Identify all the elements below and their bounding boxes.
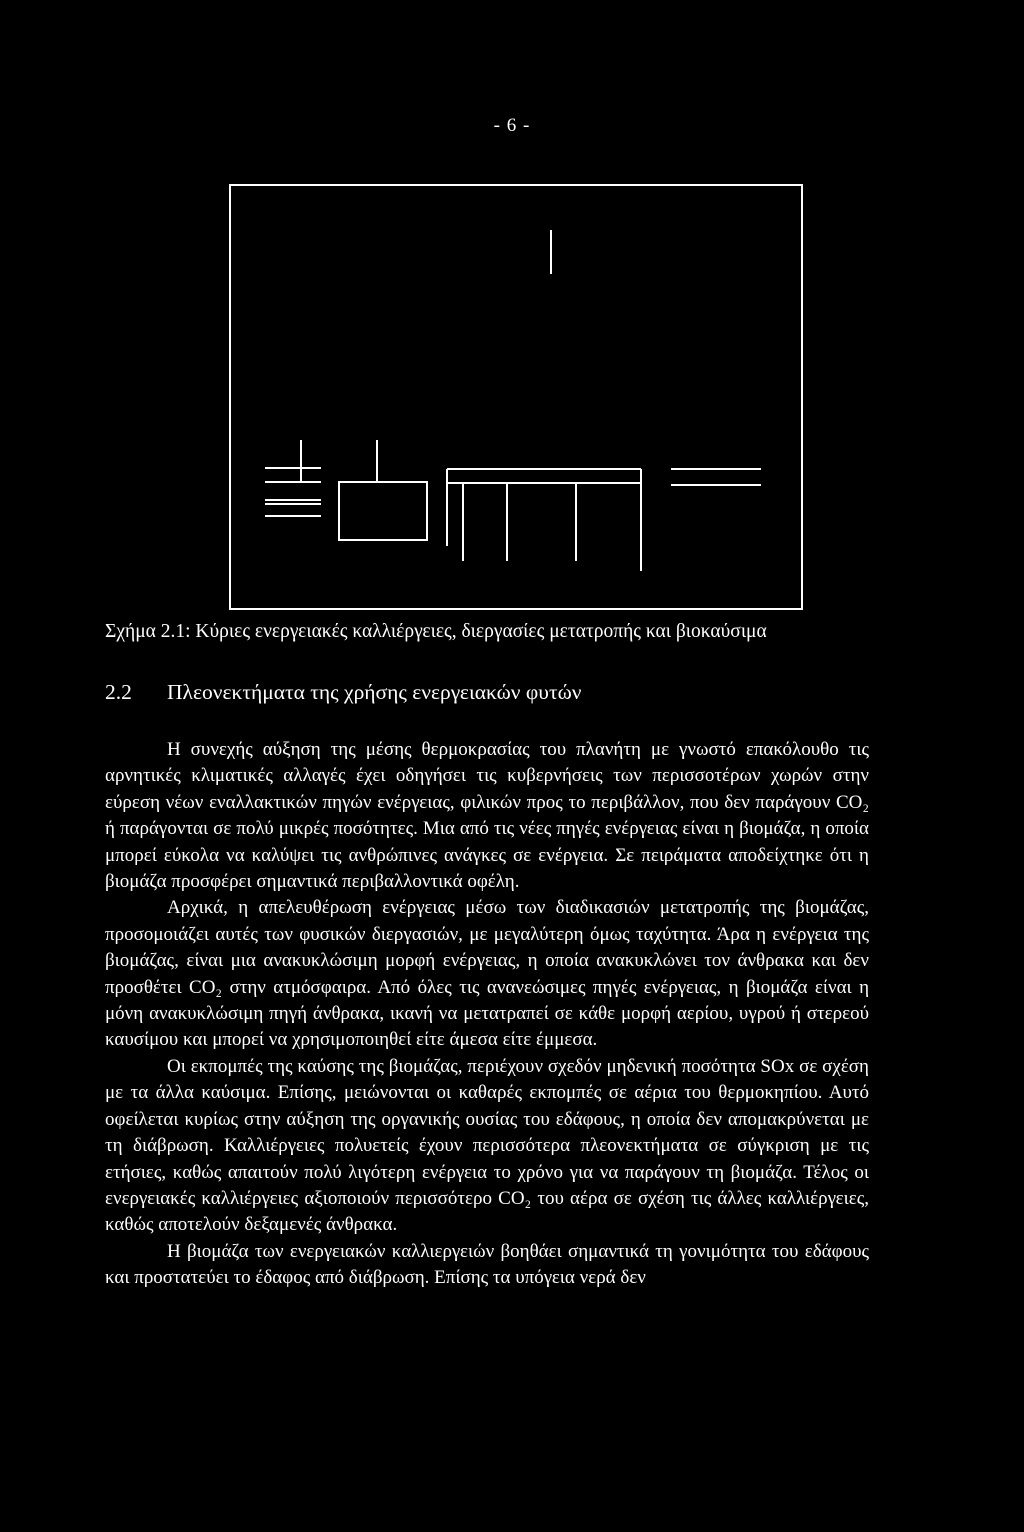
- section-heading: [105, 680, 581, 705]
- figure-frame: [229, 184, 803, 610]
- flowchart-diagram: [231, 186, 805, 612]
- page-number: - 6 -: [493, 115, 531, 136]
- caption-text: Κύριες ενεργειακές καλλιέργειες, διεργασίες μετατροπής και βιοκαύσιμα: [190, 621, 767, 642]
- paragraph-2: Αρχικά, η απελευθέρωση ενέργειας μέσω των διαδικασιών μετατροπής της βιομάζας, προσομοιάζει αυτές των φυσικών διεργασιών, με μεγαλύτερη όμως ταχύτητα. Άρα η ενέργεια της βιομάζας, είναι μια ανακυκλώσιμη μορφή ενέργειας, η οποία ανακυκλώνει τον άνθρακα και δεν προσθέτει CO₂ στην ατμόσφαιρα. Από όλες τις ανανεώσιμες πηγές ενέργειας, η βιομάζα είναι η μόνη ανακυκλώσιμη πηγή άνθρακα, ικανή να μετατραπεί σε κάθε μορφή αερίου, υγρού ή στερεού καυσίμου και μπορεί να χρησιμοποιηθεί είτε άμεσα είτε έμμεσα.: [105, 897, 869, 1051]
- diagram-box: [339, 482, 427, 540]
- section-number: 2.2: [105, 680, 132, 704]
- figure-caption: [105, 621, 925, 643]
- paragraph-4: Η βιομάζα των ενεργειακών καλλιεργειών βοηθάει σημαντικά τη γονιμότητα του εδάφους και προστατεύει το έδαφος από διάβρωση. Επίσης τα υπόγεια νερά δεν: [105, 1240, 869, 1289]
- paragraph-1: Η συνεχής αύξηση της μέσης θερμοκρασίας του πλανήτη με γνωστό επακόλουθο τις αρνητικές κλιματικές αλλαγές έχει οδηγήσει τις κυβερνήσεις των περισσοτέρων χωρών στην εύρεση νέων εναλλακτικών πηγών ενέργειας, φιλικών προς το περιβάλλον, που δεν παράγουν CO₂ ή παράγονται σε πολύ μικρές ποσότητες. Μια από τις νέες πηγές ενέργειας είναι η βιομάζα, η οποία μπορεί εύκολα να καλύψει τις ανθρώπινες ανάγκες σε ενέργεια. Σε πειράματα αποδείχτηκε ότι η βιομάζα προσφέρει σημαντικά περιβαλλοντικά οφέλη.: [105, 739, 869, 893]
- body-text: [105, 737, 869, 1292]
- paragraph-3: Οι εκπομπές της καύσης της βιομάζας, περιέχουν σχεδόν μηδενική ποσότητα SOx σε σχέση με τα άλλα καύσιμα. Επίσης, μειώνονται οι καθαρές εκπομπές σε αέρια του θερμοκηπίου. Αυτό οφείλεται κυρίως στην αύξηση της οργανικής ουσίας του εδάφους, η οποία δεν απομακρύνεται με τη διάβρωση. Καλλιέργειες πολυετείς έχουν περισσότερα πλεονεκτήματα σε σύγκριση με τις ετήσιες, καθώς απαιτούν πολύ λιγότερη ενέργεια το χρόνο για να παράγουν τη βιομάζα. Τέλος οι ενεργειακές καλλιέργειες αξιοποιούν περισσότερο CO₂ του αέρα σε σχέση τις άλλες καλλιέργειες, καθώς αποτελούν δεξαμενές άνθρακα.: [105, 1055, 869, 1236]
- caption-label: Σχήμα 2.1:: [105, 621, 191, 642]
- section-title: Πλεονεκτήματα της χρήσης ενεργειακών φυτών: [167, 680, 582, 704]
